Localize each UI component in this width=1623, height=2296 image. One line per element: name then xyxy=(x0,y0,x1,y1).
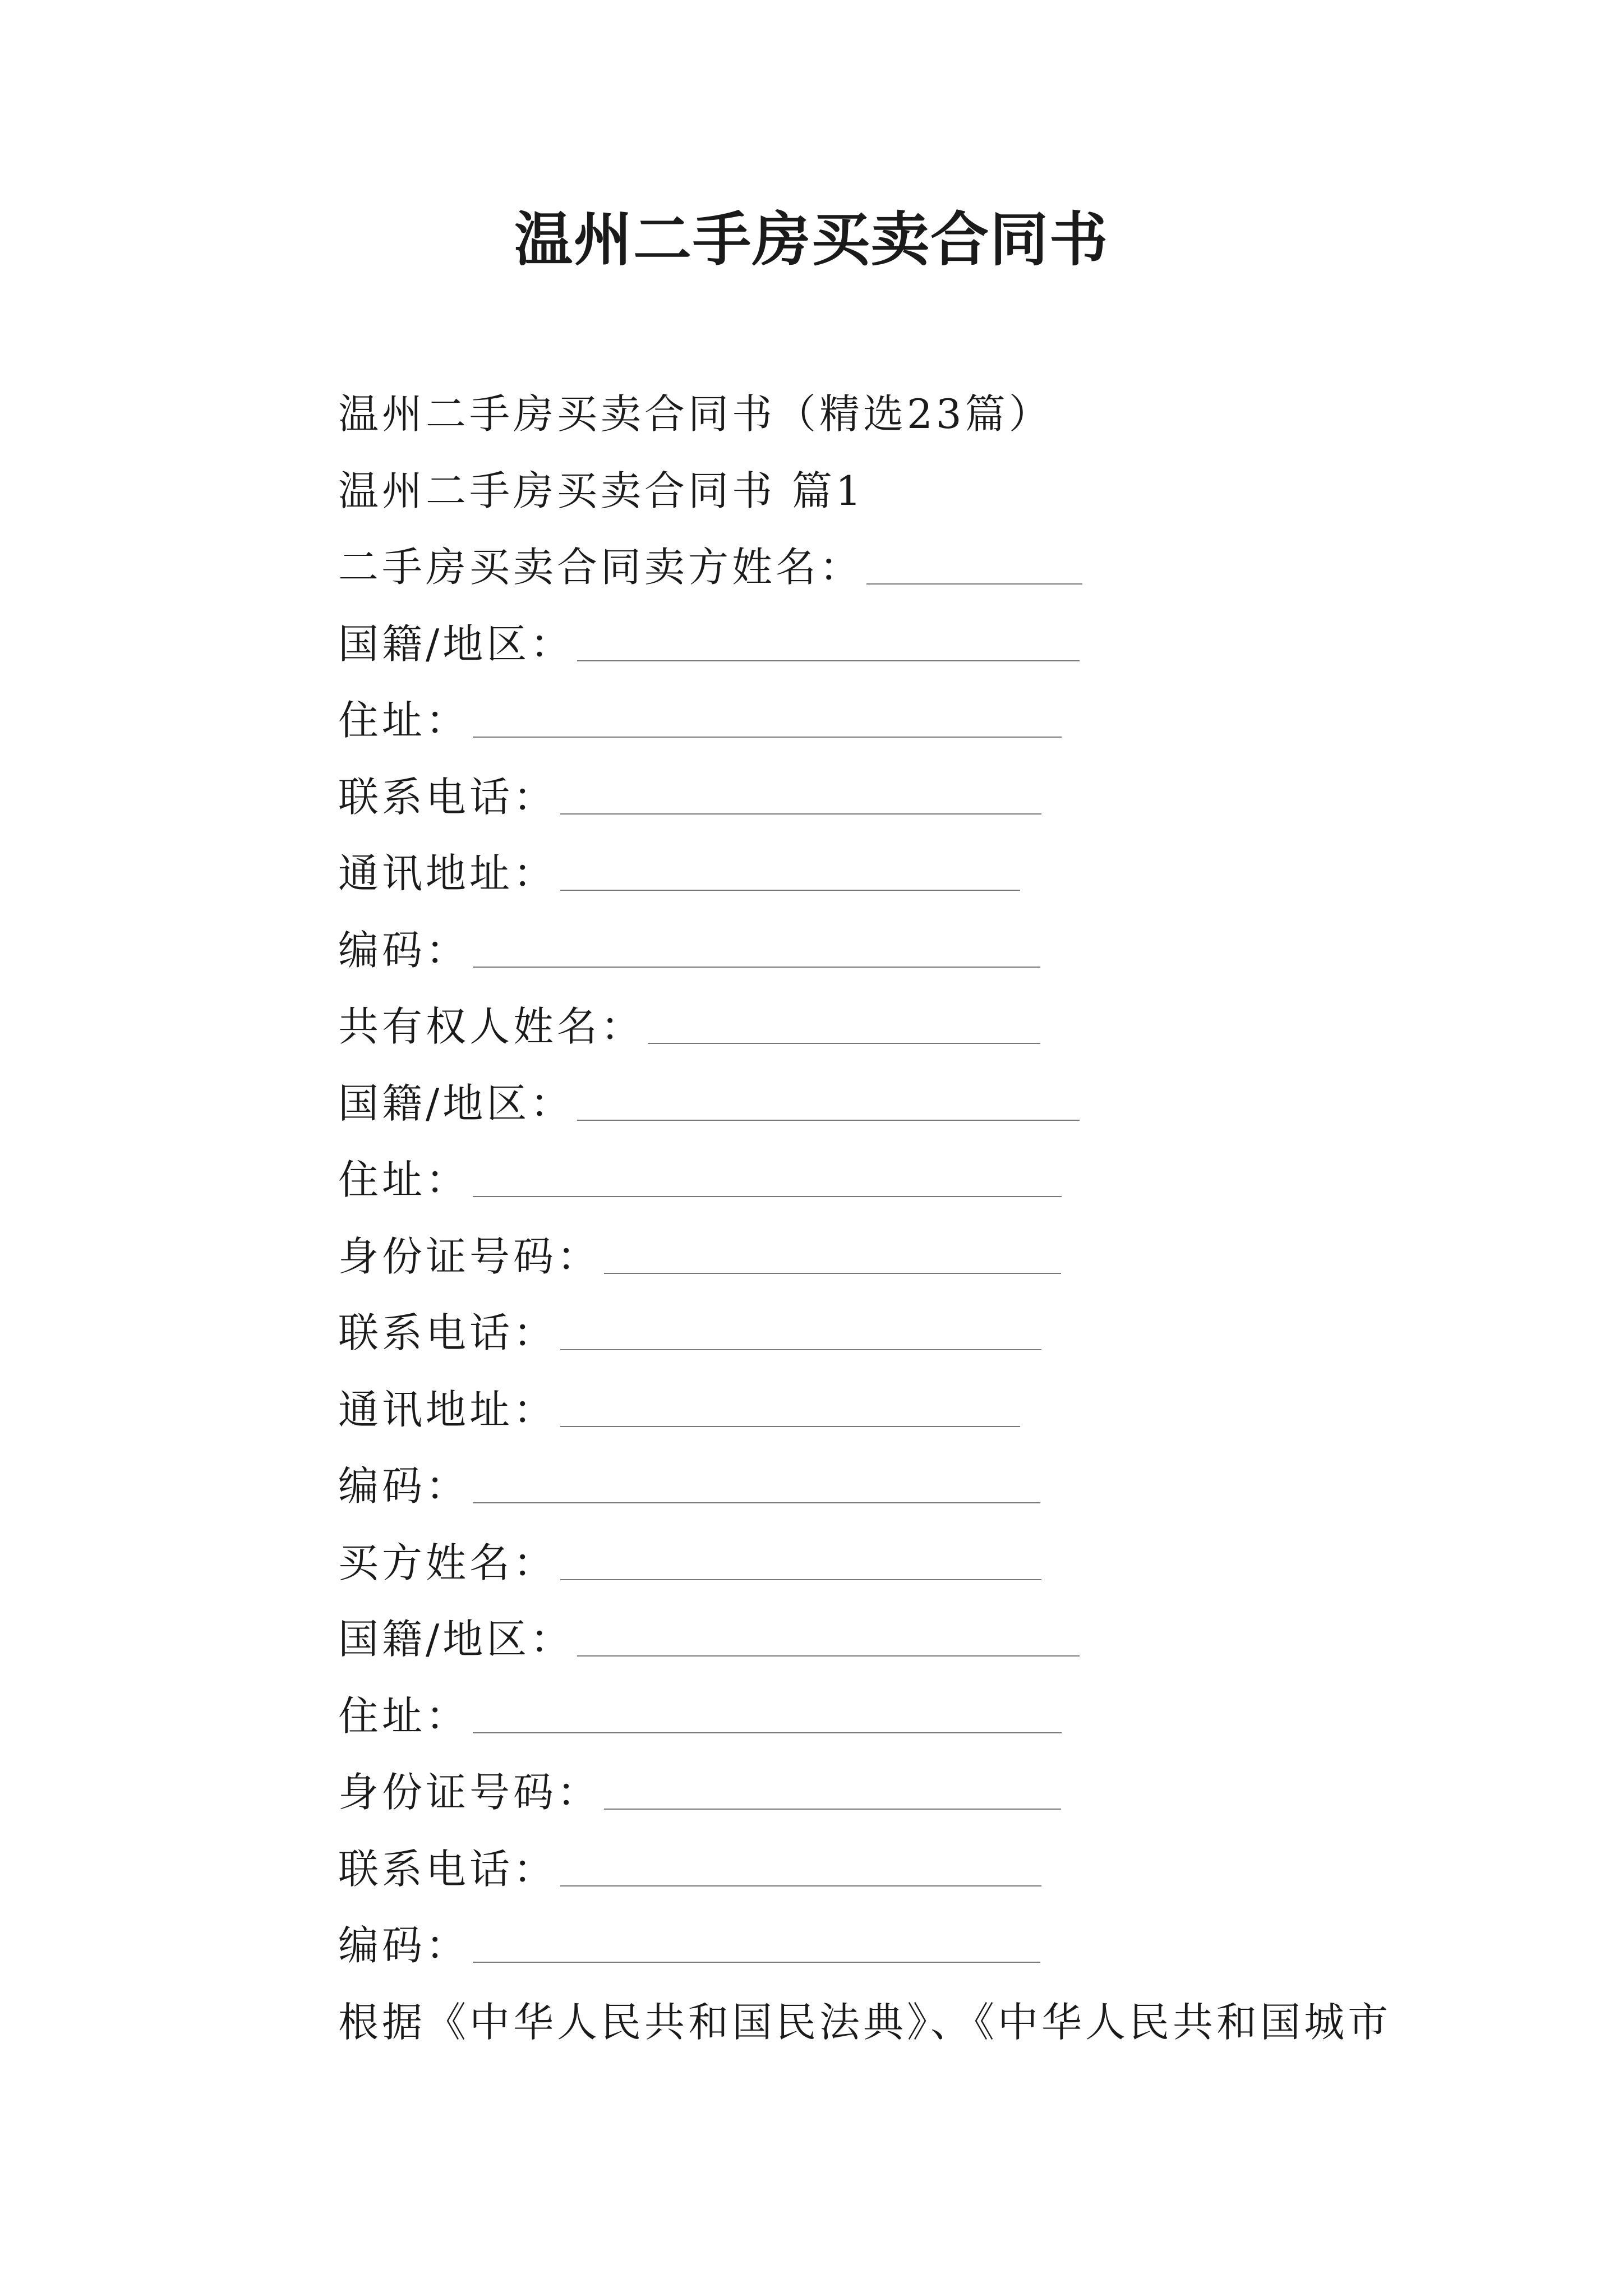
blank-line xyxy=(866,550,1082,585)
blank-line xyxy=(577,627,1080,661)
field-label: 通讯地址： xyxy=(338,850,557,898)
seller-mailing-address-field xyxy=(338,835,1460,912)
field-label: 身份证号码： xyxy=(338,1769,601,1816)
seller-address-field xyxy=(338,682,1460,759)
buyer-id-number-field xyxy=(338,1754,1460,1831)
collection-heading xyxy=(338,376,1460,453)
blank-line xyxy=(560,856,1020,891)
blank-line xyxy=(577,1086,1080,1121)
field-label: 二手房买卖合同卖方姓名： xyxy=(338,544,864,591)
field-label: 国籍/地区： xyxy=(338,1079,574,1127)
field-label: 联系电话： xyxy=(338,773,557,821)
co-owner-mailing-address-field xyxy=(338,1372,1460,1448)
field-label: 住址： xyxy=(338,697,470,744)
field-label: 住址： xyxy=(338,1156,470,1204)
blank-line xyxy=(473,1162,1062,1197)
document-title: 温州二手房买卖合同书 xyxy=(514,205,1109,274)
field-label: 国籍/地区： xyxy=(338,620,574,668)
field-label: 编码： xyxy=(338,1462,470,1510)
field-label: 编码： xyxy=(338,926,470,974)
legal-basis-paragraph xyxy=(338,1984,1460,2061)
buyer-phone-field xyxy=(338,1831,1460,1908)
seller-postcode-field xyxy=(338,912,1460,989)
seller-name-field xyxy=(338,529,1460,606)
line-text: 温州二手房买卖合同书（精选23篇） xyxy=(338,390,1053,438)
co-owner-name-field xyxy=(338,988,1460,1065)
blank-line xyxy=(473,1928,1040,1963)
blank-line xyxy=(473,1469,1040,1503)
co-owner-postcode-field xyxy=(338,1448,1460,1525)
buyer-nationality-field xyxy=(338,1601,1460,1678)
co-owner-id-number-field xyxy=(338,1218,1460,1295)
blank-line xyxy=(473,703,1062,738)
field-label: 住址： xyxy=(338,1692,470,1740)
field-label: 联系电话： xyxy=(338,1845,557,1893)
blank-line xyxy=(560,1852,1041,1887)
field-label: 通讯地址： xyxy=(338,1386,557,1433)
co-owner-nationality-field xyxy=(338,1065,1460,1142)
field-label: 身份证号码： xyxy=(338,1232,601,1280)
line-text: 温州二手房买卖合同书 篇1 xyxy=(338,467,865,514)
field-label: 共有权人姓名： xyxy=(338,1003,645,1051)
document-body xyxy=(338,376,1460,2060)
blank-line xyxy=(604,1239,1061,1274)
field-label: 联系电话： xyxy=(338,1309,557,1357)
seller-nationality-field xyxy=(338,606,1460,683)
buyer-name-field xyxy=(338,1525,1460,1602)
co-owner-phone-field xyxy=(338,1295,1460,1372)
blank-line xyxy=(560,780,1041,815)
field-label: 国籍/地区： xyxy=(338,1616,574,1663)
blank-line xyxy=(560,1315,1041,1350)
field-label: 编码： xyxy=(338,1922,470,1970)
blank-line xyxy=(604,1775,1061,1810)
blank-line xyxy=(560,1392,1020,1427)
article-heading xyxy=(338,453,1460,530)
line-text: 根据《中华人民共和国民法典》、《中华人民共和国城市 xyxy=(338,1998,1392,2046)
buyer-address-field xyxy=(338,1678,1460,1755)
blank-line xyxy=(648,1009,1040,1044)
blank-line xyxy=(473,1699,1062,1733)
blank-line xyxy=(560,1545,1041,1580)
buyer-postcode-field xyxy=(338,1907,1460,1984)
blank-line xyxy=(473,933,1040,968)
co-owner-address-field xyxy=(338,1142,1460,1218)
blank-line xyxy=(577,1622,1080,1657)
seller-phone-field xyxy=(338,759,1460,836)
field-label: 买方姓名： xyxy=(338,1539,557,1586)
